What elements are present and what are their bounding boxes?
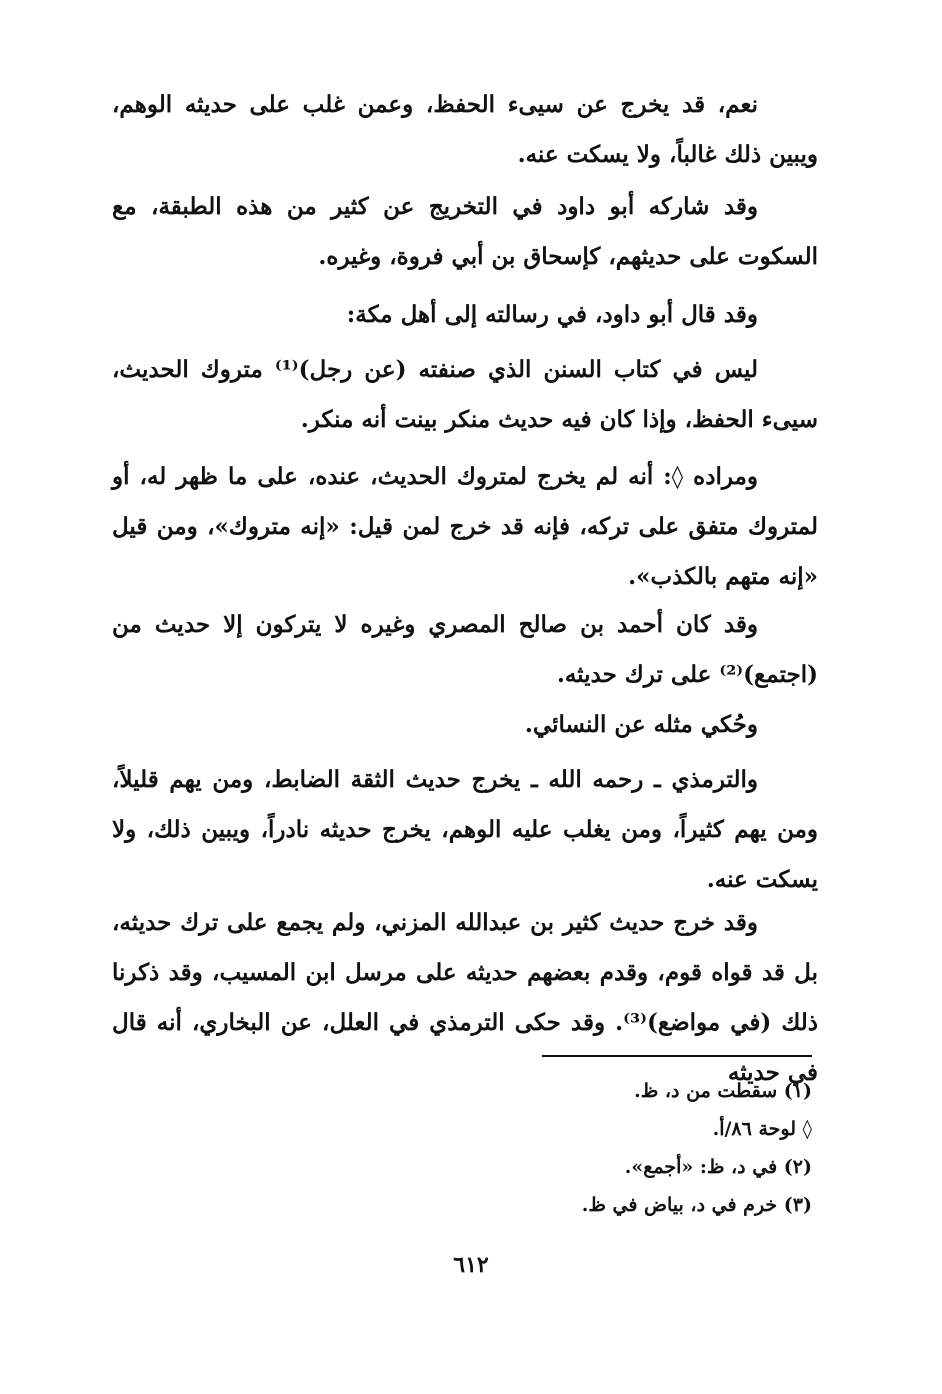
footnote-3: (٣) خرم في د، بياض في ظ. <box>581 1194 812 1216</box>
paragraph-4-quote: ليس في كتاب السنن الذي صنفته (عن رجل)⁽¹⁾ متروك الحديث، سيىء الحفظ، وإذا كان فيه حديث منكر بينت أنه منكر. <box>112 356 818 433</box>
paragraph-3: وقد قال أبو داود، في رسالته إلى أهل مكة: <box>346 301 758 328</box>
paragraph-1: نعم، قد يخرج عن سيىء الحفظ، وعمن غلب على حديثه الوهم، ويبين ذلك غالباً، ولا يسكت عنه. <box>112 91 818 168</box>
footnote-2: (٢) في د، ظ: «أجمع». <box>624 1156 812 1178</box>
footnote-folio: ◊ لوحة ٨٦/أ. <box>712 1118 812 1140</box>
footnote-divider <box>542 1055 812 1057</box>
paragraph-9: وقد خرج حديث كثير بن عبدالله المزني، ولم يجمع على ترك حديثه، بل قد قواه قوم، وقدم بعضهم حديثه على مرسل ابن المسيب، وقد ذكرنا ذلك (في مواضع)⁽³⁾. وقد حكى الترمذي في العلل، عن البخاري، أنه قال في حديثه <box>112 909 818 1086</box>
paragraph-2: وقد شاركه أبو داود في التخريج عن كثير من هذه الطبقة، مع السكوت على حديثهم، كإسحاق بن أبي فروة، وغيره. <box>112 193 818 270</box>
paragraph-6: وقد كان أحمد بن صالح المصري وغيره لا يتركون إلا حديث من (اجتمع)⁽²⁾ على ترك حديثه. <box>112 611 818 688</box>
page-number: ٦١٢ <box>453 1252 489 1278</box>
footnote-1: (١) سقطت من د، ظ. <box>634 1080 812 1102</box>
paragraph-7: وحُكي مثله عن النسائي. <box>524 711 758 738</box>
paragraph-5: ومراده ◊: أنه لم يخرج لمتروك الحديث، عنده، على ما ظهر له، أو لمتروك متفق على تركه، فإنه قد خرج لمن قيل: «إنه متروك»، ومن قيل «إنه متهم بالكذب». <box>112 463 818 590</box>
paragraph-8: والترمذي ـ رحمه الله ـ يخرج حديث الثقة الضابط، ومن يهم قليلاً، ومن يهم كثيراً، ومن يغلب عليه الوهم، يخرج حديثه نادراً، ويبين ذلك، ولا يسكت عنه. <box>112 766 818 893</box>
footnotes-section <box>112 1072 812 1224</box>
